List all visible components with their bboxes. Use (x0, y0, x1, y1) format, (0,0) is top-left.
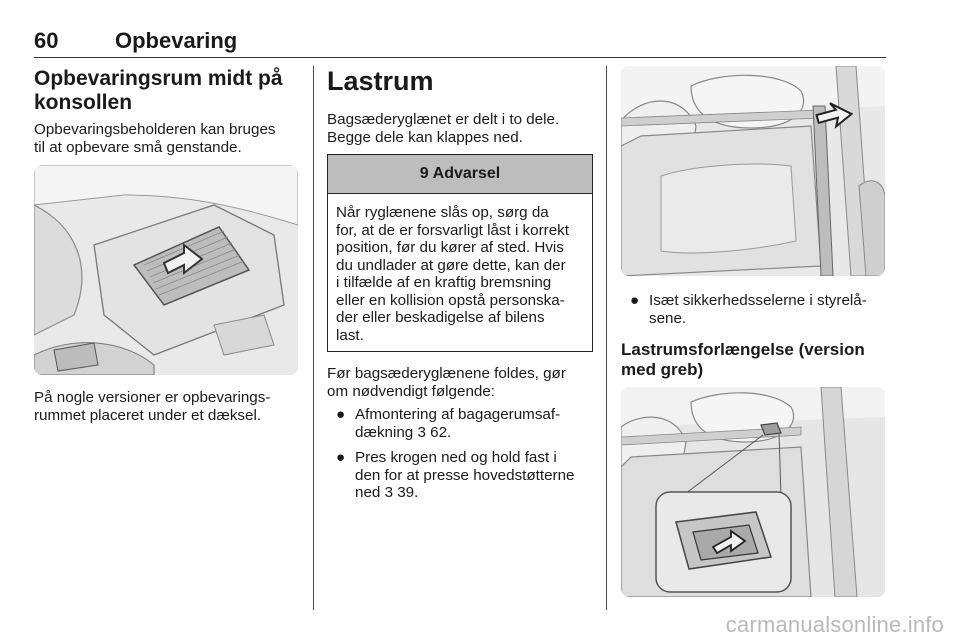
column-divider-1 (313, 66, 314, 610)
watermark: carmanualsonline.info (725, 612, 944, 637)
lastrum-intro: Bagsæderyglænet er delt i to dele. Begge dele kan klappes ned. (327, 111, 560, 146)
list-item: ● Isæt sikkerhedsselerne i styrelå- sene. (630, 292, 867, 327)
list-item: ● Afmontering af bagagerumsaf- dækning 3 62. (336, 406, 561, 441)
console-storage-note: På nogle versioner er opbevarings- rummet placeret under et dæksel. (34, 389, 271, 424)
chapter-title: Opbevaring (115, 28, 238, 53)
page-reference-link[interactable]: 3 39. (384, 484, 419, 501)
console-storage-illustration (34, 165, 298, 375)
section-heading-console-storage: Opbevaringsrum midt på konsollen (34, 67, 283, 114)
warning-box (327, 154, 593, 352)
warning-icon: 9 (419, 165, 429, 182)
header-rule (34, 57, 886, 58)
cargo-extension-illustration (621, 387, 885, 597)
list-item: ● Pres krogen ned og hold fast i den for at presse hovedstøtterne ned 3 39. (336, 449, 575, 501)
page-number: 60 (34, 28, 59, 53)
section-heading-lastrum: Lastrum (327, 66, 434, 96)
lastrum-before-folding: Før bagsæderyglænene foldes, gør om nødvendigt følgende: (327, 365, 566, 400)
rear-seat-drawing (621, 66, 885, 276)
bullet-icon: ● (336, 449, 346, 466)
section-heading-cargo-extension: Lastrumsforlængelse (version med greb) (621, 340, 865, 379)
page-reference-link[interactable]: 3 62. (417, 423, 452, 441)
console-storage-intro: Opbevaringsbeholderen kan bruges til at opbevare små genstande. (34, 121, 276, 156)
cargo-extension-drawing (621, 387, 885, 597)
bullet-icon: ● (630, 292, 640, 309)
warning-title: Advarsel (432, 165, 501, 182)
rear-seat-belt-illustration (621, 66, 885, 276)
console-storage-drawing (34, 165, 298, 375)
column-divider-2 (606, 66, 607, 610)
seat-belt-bullet (621, 292, 891, 327)
bullet-icon: ● (336, 406, 346, 423)
warning-header (328, 155, 592, 194)
warning-text: Når ryglænene slås op, sørg da for, at de er forsvarligt låst i korrekt position, før du kører af sted. Hvis du undlader at gøre dette, kan der i tilfælde af en kraftig bremsning eller en kollision opstå personska- der eller beskadigelse af bilens last. (336, 204, 569, 344)
lastrum-bullet-list (327, 406, 597, 502)
